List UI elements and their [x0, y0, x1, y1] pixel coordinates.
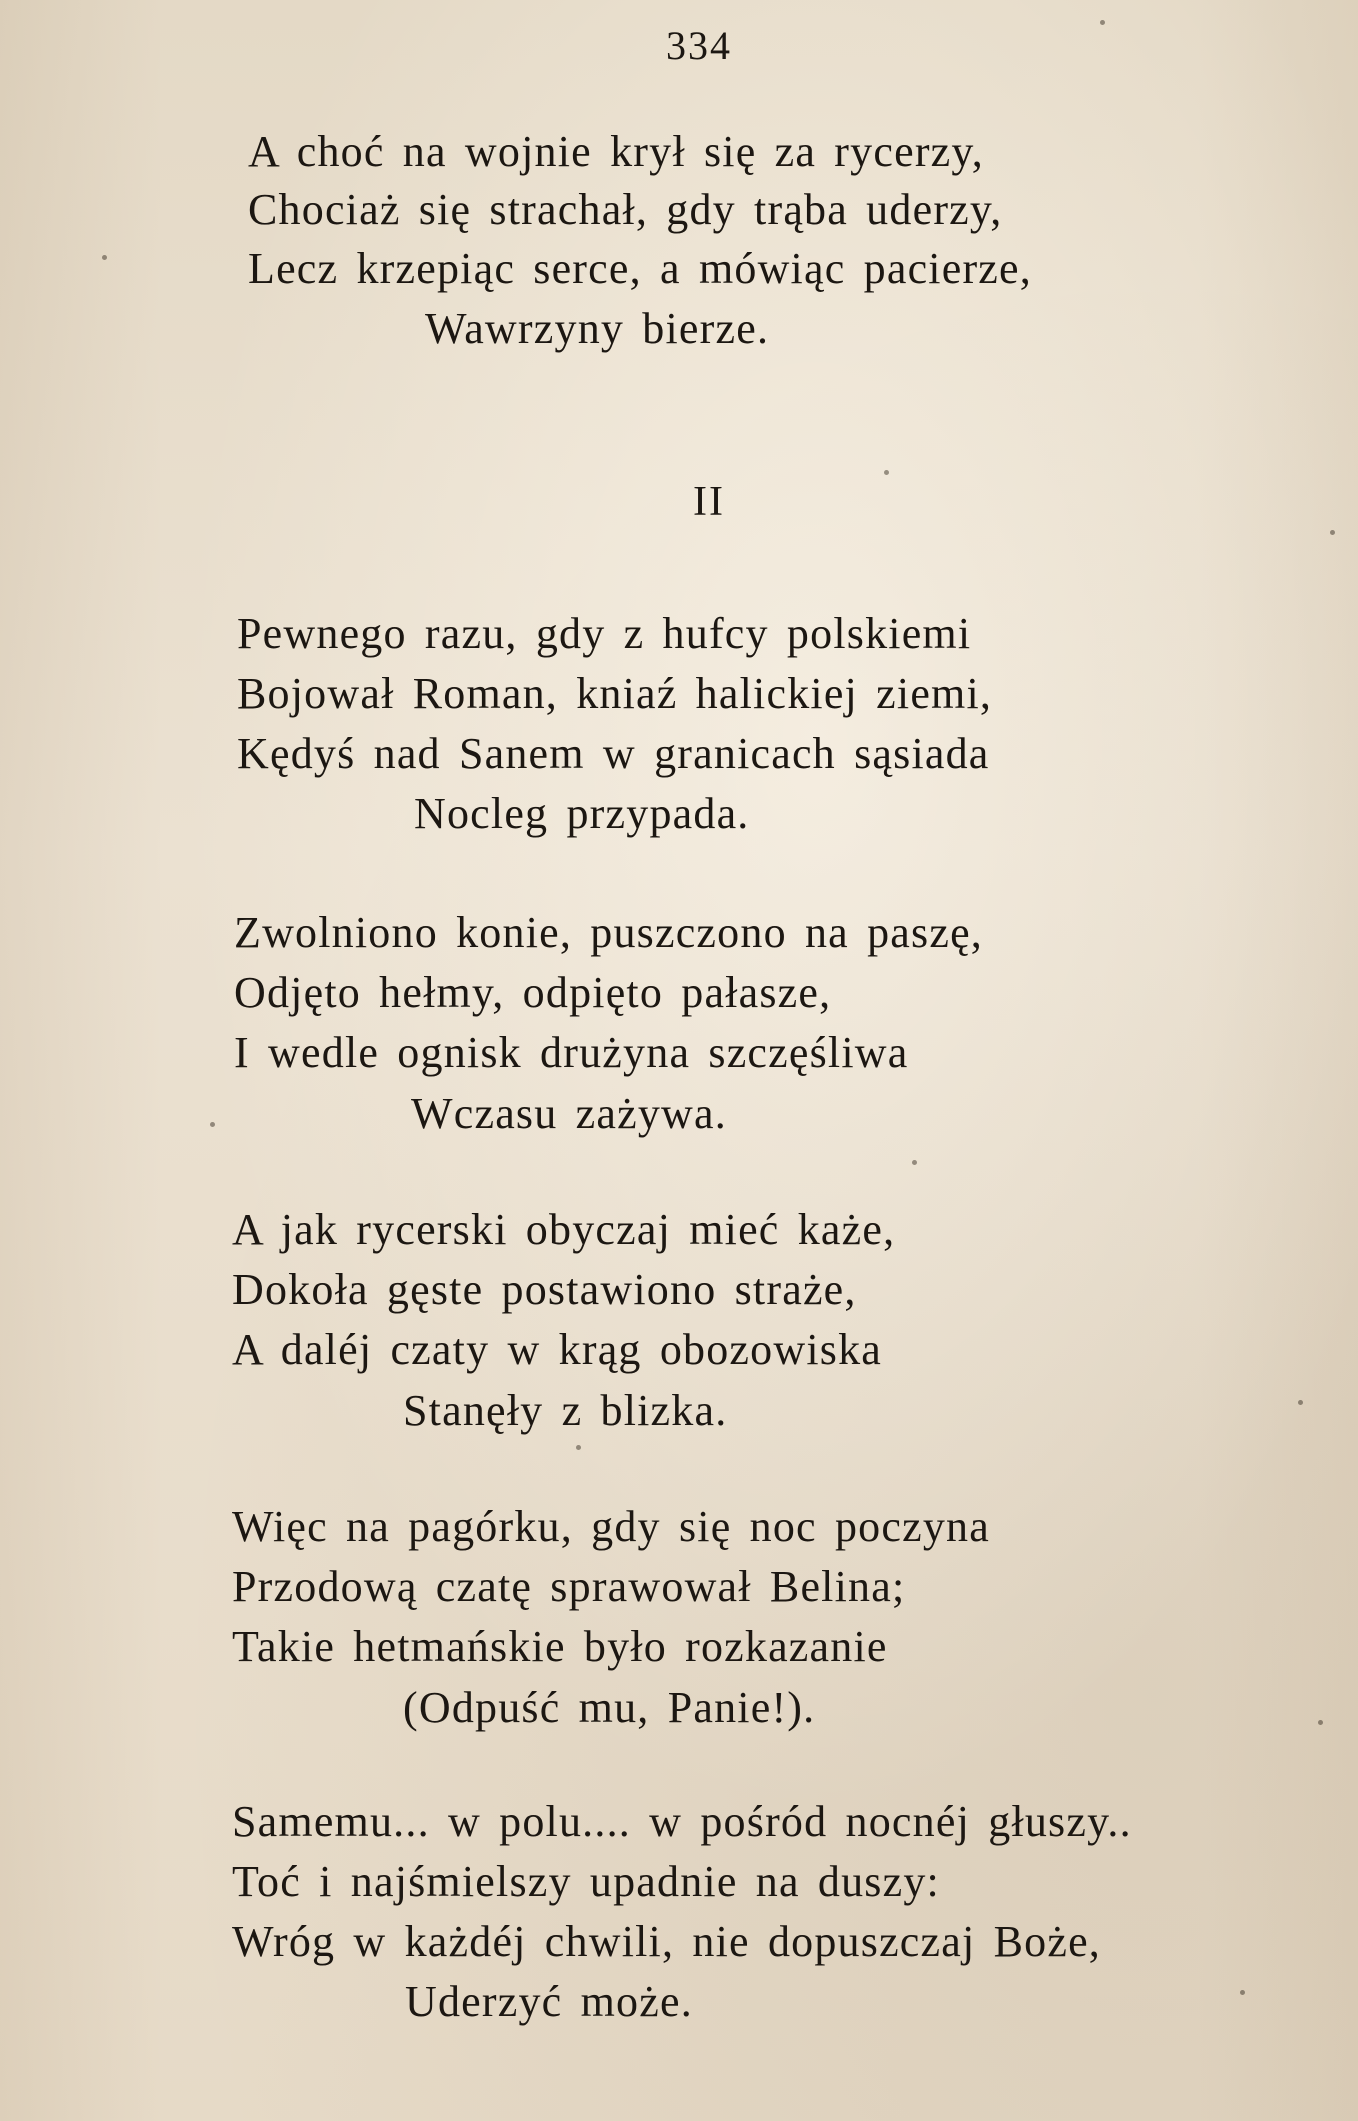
verse-line: Wróg w każdéj chwili, nie dopuszczaj Boże,	[232, 1917, 1102, 1966]
paper-speck	[576, 1445, 581, 1450]
verse-line: A daléj czaty w krąg obozowiska	[232, 1325, 883, 1374]
verse-line: Samemu... w polu.... w pośród nocnéj głuszy..	[232, 1797, 1132, 1846]
verse-line: Dokoła gęste postawiono straże,	[232, 1265, 857, 1314]
verse-line-refrain: (Odpuść mu, Panie!).	[403, 1683, 816, 1732]
paper-speck	[912, 1160, 917, 1165]
verse-line: Chociaż się strachał, gdy trąba uderzy,	[248, 185, 1003, 234]
verse-line: A choć na wojnie krył się za rycerzy,	[248, 127, 984, 176]
verse-line-refrain: Wczasu zażywa.	[411, 1089, 727, 1138]
paper-speck	[102, 255, 107, 260]
verse-line: Toć i najśmielszy upadnie na duszy:	[232, 1857, 940, 1906]
verse-line: Lecz krzepiąc serce, a mówiąc pacierze,	[248, 244, 1032, 293]
verse-line: Bojował Roman, kniaź halickiej ziemi,	[237, 669, 993, 718]
paper-speck	[1318, 1720, 1323, 1725]
paper-speck	[1330, 530, 1335, 535]
page-number: 334	[666, 23, 732, 68]
paper-speck	[210, 1122, 215, 1127]
section-heading: II	[693, 479, 725, 525]
verse-line: Pewnego razu, gdy z hufcy polskiemi	[237, 609, 972, 658]
verse-line: I wedle ognisk drużyna szczęśliwa	[234, 1028, 909, 1077]
verse-line: Odjęto hełmy, odpięto pałasze,	[234, 968, 832, 1017]
verse-line: Takie hetmańskie było rozkazanie	[232, 1622, 888, 1671]
verse-line-refrain: Nocleg przypada.	[414, 789, 750, 838]
paper-speck	[1240, 1990, 1245, 1995]
verse-line: A jak rycerski obyczaj mieć każe,	[232, 1205, 896, 1254]
paper-speck	[1100, 20, 1105, 25]
verse-line: Przodową czatę sprawował Belina;	[232, 1562, 906, 1611]
paper-speck	[1298, 1400, 1303, 1405]
verse-line: Zwolniono konie, puszczono na paszę,	[234, 908, 984, 957]
verse-line: Więc na pagórku, gdy się noc poczyna	[232, 1502, 990, 1551]
paper-speck	[884, 470, 889, 475]
verse-line-refrain: Uderzyć może.	[405, 1977, 693, 2026]
verse-line-refrain: Wawrzyny bierze.	[425, 304, 770, 353]
verse-line-refrain: Stanęły z blizka.	[403, 1386, 728, 1435]
verse-line: Kędyś nad Sanem w granicach sąsiada	[237, 729, 990, 778]
